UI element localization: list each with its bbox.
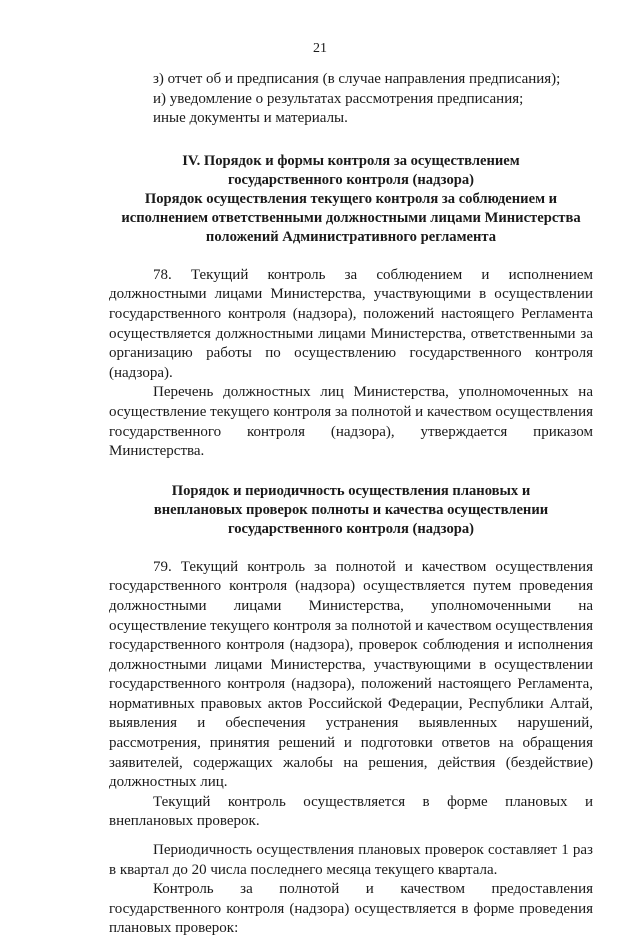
section-subtitle-line: положений Административного регламента xyxy=(205,228,497,245)
subsection-title-line: Порядок и периодичность осуществления плановых и xyxy=(171,482,531,499)
section-title-line: государственного контроля (надзора) xyxy=(227,171,475,188)
paragraph-78: 78. Текущий контроль за соблюдением и исполнением должностными лицами Министерства, участвующими в осуществлении государственного контроля (надзора), положений настоящего Регламента осуществляется должностными лицами Министерства, ответственными за организацию работы по осуществлению государственного контроля (надзора). xyxy=(109,266,593,381)
paragraph: Текущий контроль осуществляется в форме плановых и внеплановых проверок. xyxy=(109,793,593,830)
paragraph: Контроль за полнотой и качеством предоставления государственного контроля (надзора) осуществляется в форме проведения плановых проверок: xyxy=(109,881,593,937)
section-subtitle-line: исполнением ответственными должностными лицами Министерства xyxy=(121,209,581,226)
page-number: 21 xyxy=(313,41,327,56)
section-subtitle-line: Порядок осуществления текущего контроля за соблюдением и xyxy=(144,190,558,207)
list-item: з) отчет об и предписания (в случае направления предписания); xyxy=(153,71,561,87)
paragraph-79: 79. Текущий контроль за полнотой и качеством осуществления государственного контроля (надзора) осуществляется путем проведения должностными лицами Министерства, уполномоченными на осуществление текущего контроля за полнотой и качеством осуществления государственного контроля (надзора), проверок соблюдения и исполнения должностными лицами Министерства, участвующими в осуществлении государственного контроля (надзора), положений настоящего Регламента, нормативных правовых актов Российской Федерации, Республики Алтай, выявления и обеспечения устранения выявленных нарушений, рассмотрения, принятия решений и подготовки ответов на обращения заявителей, содержащих жалобы на решения, действия (бездействие) должностных лиц. xyxy=(109,558,593,791)
list-item: и) уведомление о результатах рассмотрения предписания; xyxy=(153,90,524,107)
page-content xyxy=(109,70,593,939)
subsection-title-line: государственного контроля (надзора) xyxy=(227,520,475,537)
list-item: иные документы и материалы. xyxy=(153,110,348,127)
subsection-title xyxy=(109,482,593,539)
section-title-line: IV. Порядок и формы контроля за осуществлением xyxy=(182,152,520,169)
paragraph: Перечень должностных лиц Министерства, уполномоченных на осуществление текущего контроля за полнотой и качеством осуществления государственного контроля (надзора), утверждается приказом Министерства. xyxy=(109,384,593,460)
paragraph: Периодичность осуществления плановых проверок составляет 1 раз в квартал до 20 числа последнего месяца текущего квартала. xyxy=(109,842,593,878)
subsection-title-line: внеплановых проверок полноты и качества осуществлении xyxy=(153,501,549,518)
section-title xyxy=(109,152,593,247)
